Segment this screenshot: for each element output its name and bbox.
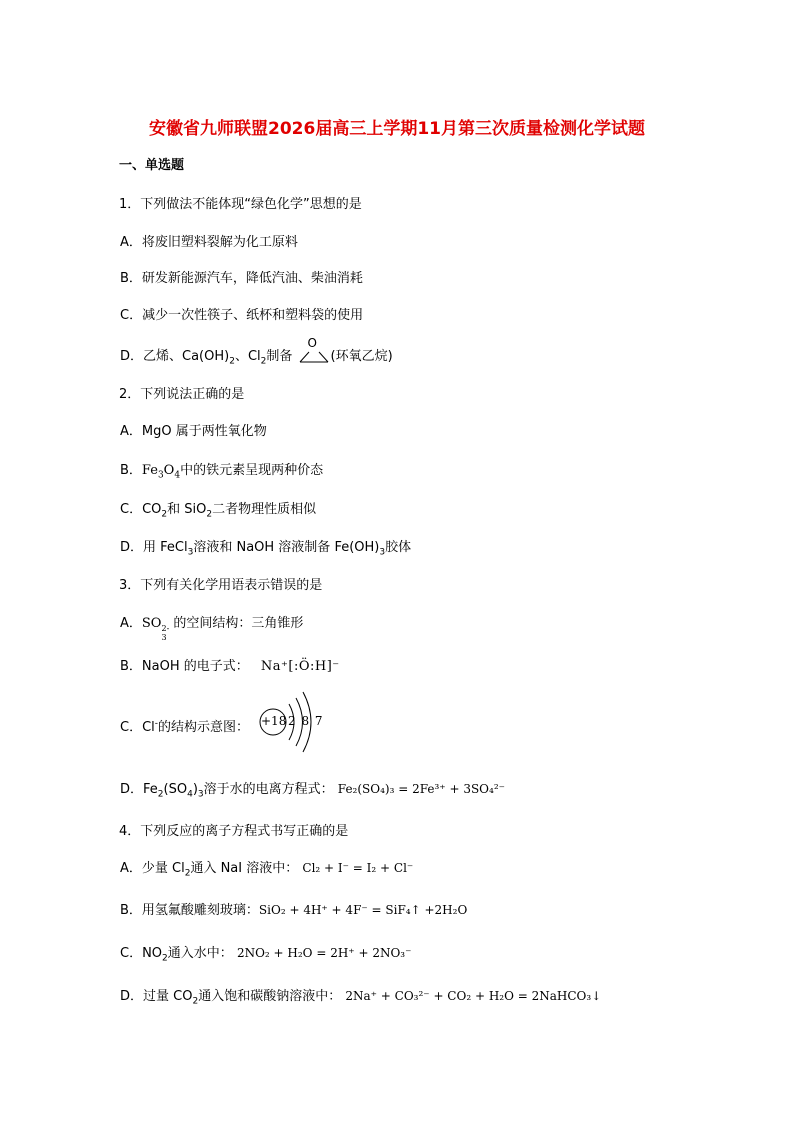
q4a-mid: 通入 NaI 溶液中： xyxy=(190,861,299,876)
q1d-sub2: 2 xyxy=(260,356,267,367)
question-1-option-d xyxy=(120,336,393,367)
q2d-sub1: 3 xyxy=(187,547,194,558)
q3d-sub2: 4 xyxy=(187,789,193,800)
section-heading: 一、单选题 xyxy=(119,158,185,173)
q4d-sub: 2 xyxy=(192,996,199,1007)
q3c-sup: - xyxy=(154,718,159,729)
q1d-mid: 、Cl xyxy=(234,349,261,364)
q2c-prefix: C．CO xyxy=(120,502,162,517)
epoxide-structure-icon xyxy=(297,336,331,364)
question-3-option-a xyxy=(120,612,303,642)
q4c-sub: 2 xyxy=(162,953,168,964)
q4d-mid: 通入饱和碳酸钠溶液中： xyxy=(198,989,342,1004)
q4a-equation: Cl₂ + I⁻ = I₂ + Cl⁻ xyxy=(302,861,414,875)
question-1-option-a: A．将废旧塑料裂解为化工原料 xyxy=(120,235,298,250)
q3d-equation: Fe₂(SO₄)₃ = 2Fe³⁺ + 3SO₄²⁻ xyxy=(337,782,505,796)
document-title: 安徽省九师联盟2026届高三上学期11月第三次质量检测化学试题 xyxy=(149,119,645,139)
q2b-fe: Fe xyxy=(141,463,158,478)
q1d-sub1: 2 xyxy=(229,356,235,367)
q2d-suffix: 胶体 xyxy=(385,540,412,555)
q3b-electron-formula: Na⁺[:Ö:H]⁻ xyxy=(260,659,340,674)
q2c-sub2: 2 xyxy=(206,509,213,520)
q3a-so: SO xyxy=(141,616,162,631)
q2d-mid: 溶液和 NaOH 溶液制备 Fe(OH) xyxy=(193,540,380,555)
question-1-option-b: B．研发新能源汽车，降低汽油、柴油消耗 xyxy=(120,271,363,286)
question-2-option-b xyxy=(120,459,323,481)
q2c-mid: 和 SiO xyxy=(167,502,207,517)
chloride-nucleus-charge: +18 xyxy=(261,714,287,728)
question-3-option-b xyxy=(120,655,340,674)
q3a-sup: 2- xyxy=(161,624,170,633)
q4a-sub: 2 xyxy=(184,868,191,879)
question-2-option-a: A．MgO 属于两性氧化物 xyxy=(120,424,267,439)
q3b-prefix: B．NaOH 的电子式： xyxy=(120,659,249,674)
q4b-prefix: B．用氢氟酸雕刻玻璃： xyxy=(120,903,259,918)
q3d-mid: (SO xyxy=(163,782,188,797)
q4a-prefix: A．少量 Cl xyxy=(120,861,185,876)
q2b-suffix: 中的铁元素呈现两种价态 xyxy=(180,463,324,478)
q4d-equation: 2Na⁺ + CO₃²⁻ + CO₂ + H₂O = 2NaHCO₃↓ xyxy=(345,989,602,1003)
question-2-option-d xyxy=(120,536,411,558)
question-2-option-c xyxy=(120,498,316,520)
q3c-suffix: 的结构示意图： xyxy=(158,720,250,735)
question-1-option-c: C．减少一次性筷子、纸杯和塑料袋的使用 xyxy=(120,308,364,323)
q4d-prefix: D．过量 CO xyxy=(120,989,193,1004)
q3c-prefix: C．Cl xyxy=(120,720,155,735)
q2b-prefix: B． xyxy=(120,463,142,478)
q2d-sub2: 3 xyxy=(379,547,386,558)
q4c-mid: 通入水中： xyxy=(167,946,233,961)
question-4-option-d xyxy=(120,985,601,1007)
q1d-suffix: (环氧乙烷) xyxy=(330,349,393,364)
epoxide-oxygen-label: O xyxy=(307,336,317,350)
q2b-sub1: 3 xyxy=(157,470,164,481)
q1d-prefix: D．乙烯、Ca(OH) xyxy=(120,349,230,364)
question-3-stem: 3．下列有关化学用语表示错误的是 xyxy=(119,578,323,593)
q2c-suffix: 二者物理性质相似 xyxy=(212,502,317,517)
q3d-sub3: 3 xyxy=(197,789,204,800)
q3a-sub: 3 xyxy=(161,633,167,642)
question-4-option-a xyxy=(120,857,413,879)
q2d-prefix: D．用 FeCl xyxy=(120,540,188,555)
q3a-suffix: 的空间结构：三角锥形 xyxy=(173,616,304,631)
q3a-prefix: A． xyxy=(120,616,142,631)
question-2-stem: 2．下列说法正确的是 xyxy=(119,387,245,402)
q2c-sub1: 2 xyxy=(161,509,168,520)
q3d-sub1: 2 xyxy=(157,789,164,800)
question-4-option-c xyxy=(120,942,411,964)
q3d-mid3: 溶于水的电离方程式： xyxy=(203,782,334,797)
q4b-equation: SiO₂ + 4H⁺ + 4F⁻ = SiF₄↑ +2H₂O xyxy=(258,903,468,917)
question-1-stem: 1．下列做法不能体现“绿色化学”思想的是 xyxy=(119,197,362,212)
q3a-ion-charge xyxy=(161,624,169,642)
chloride-electron-shells: 2 8 7 xyxy=(288,714,324,728)
q3d-mid2: ) xyxy=(192,782,198,797)
chloride-atom-diagram xyxy=(256,690,326,754)
question-4-option-b xyxy=(120,899,467,918)
question-4-stem: 4．下列反应的离子方程式书写正确的是 xyxy=(119,824,349,839)
q4c-prefix: C．NO xyxy=(120,946,163,961)
question-3-option-d xyxy=(120,778,505,800)
question-3-option-c xyxy=(120,716,249,735)
q1d-mid2: 制备 xyxy=(266,349,293,364)
q3d-prefix: D．Fe xyxy=(120,782,158,797)
q2b-o: O xyxy=(163,463,175,478)
q4c-equation: 2NO₂ + H₂O = 2H⁺ + 2NO₃⁻ xyxy=(236,946,412,960)
q2b-sub2: 4 xyxy=(174,470,181,481)
